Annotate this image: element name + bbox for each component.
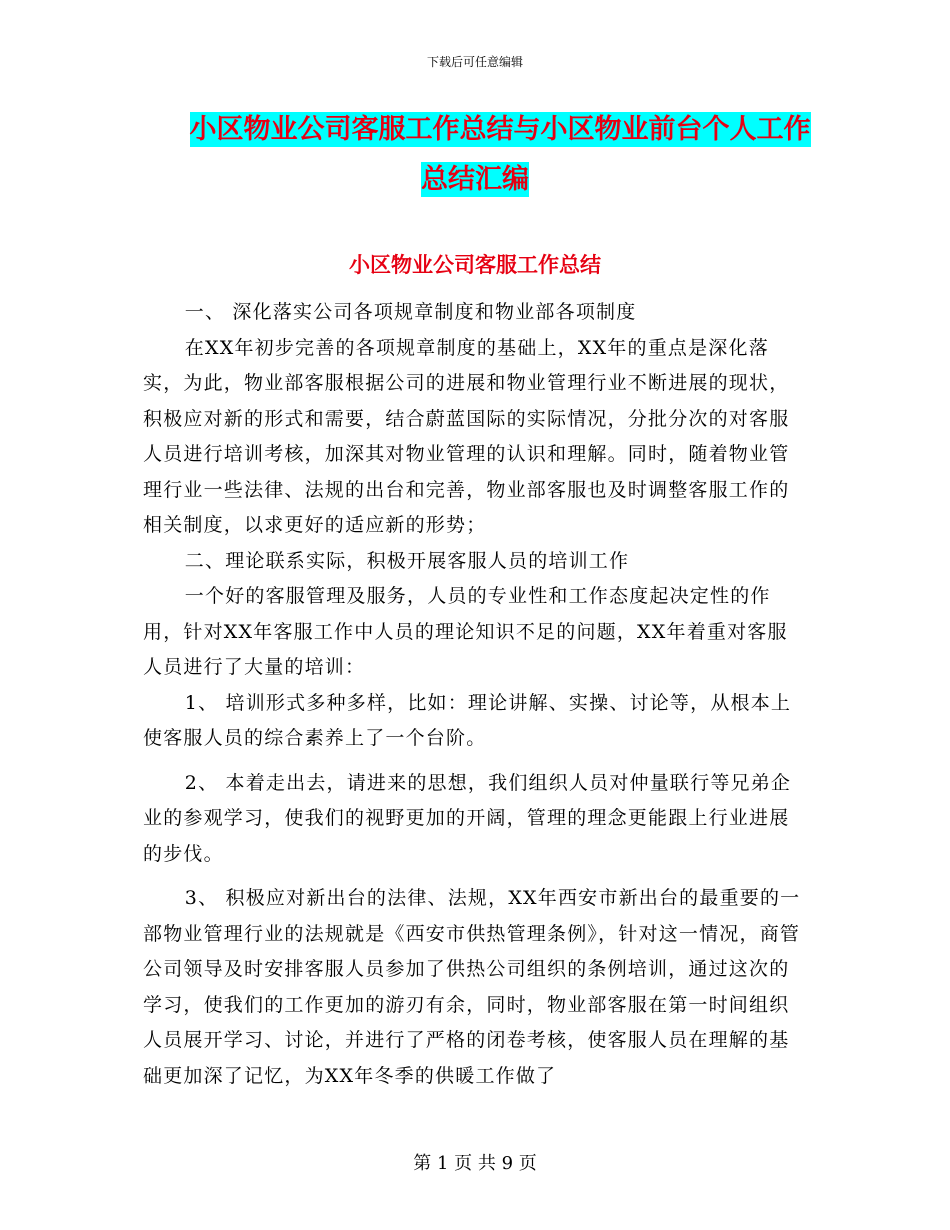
page-number: 第 1 页 共 9 页 bbox=[413, 1153, 537, 1174]
paragraph: 在XX年初步完善的各项规章制度的基础上，XX年的重点是深化落实，为此，物业部客服根据公司的进展和物业管理行业不断进展的现状，积极应对新的形式和需要，结合蔚蓝国际的实际情况，分批分次的对客服人员进行培训考核，加深其对物业管理的认识和理解。同时，随着物业管理行业一些法律、法规的出台和完善，物业部客服也及时调整客服工作的相关制度，以求更好的适应新的形势； bbox=[143, 336, 790, 536]
paragraph: 一个好的客服管理及服务，人员的专业性和工作态度起决定性的作用，针对XX年客服工作中人员的理论知识不足的问题，XX年着重对客服人员进行了大量的培训： bbox=[143, 585, 788, 678]
list-item: 3、 积极应对新出台的法律、法规，XX年西安市新出台的最重要的一部物业管理行业的法规就是《西安市供热管理条例》，针对这一情况，商管公司领导及时安排客服人员参加了供热公司组织的条例培训，通过这次的学习，使我们的工作更加的游刃有余，同时，物业部客服在第一时间组织人员展开学习、讨论，并进行了严格的闭卷考核，使客服人员在理解的基础更加深了记忆，为XX年冬季的供暖工作做了 bbox=[143, 887, 801, 1087]
paragraph-heading-1: 一、 深化落实公司各项规章制度和物业部各项制度 bbox=[184, 301, 637, 323]
header-note: 下载后可任意编辑 bbox=[426, 55, 523, 69]
section-title: 小区物业公司客服工作总结 bbox=[349, 253, 601, 277]
document-body bbox=[143, 295, 803, 1094]
document-title bbox=[0, 108, 950, 202]
list-item: 1、 培训形式多种多样，比如：理论讲解、实操、讨论等，从根本上使客服人员的综合素养上了一个台阶。 bbox=[143, 691, 792, 749]
title-line-1: 小区物业公司客服工作总结与小区物业前台个人工作 bbox=[189, 114, 811, 145]
list-item: 2、 本着走出去，请进来的思想，我们组织人员对仲量联行等兄弟企业的参观学习，使我们的视野更加的开阔，管理的理念更能跟上行业进展的步伐。 bbox=[143, 771, 792, 865]
paragraph-heading-2: 二、理论联系实际，积极开展客服人员的培训工作 bbox=[184, 549, 630, 572]
title-line-2: 总结汇编 bbox=[421, 164, 529, 195]
